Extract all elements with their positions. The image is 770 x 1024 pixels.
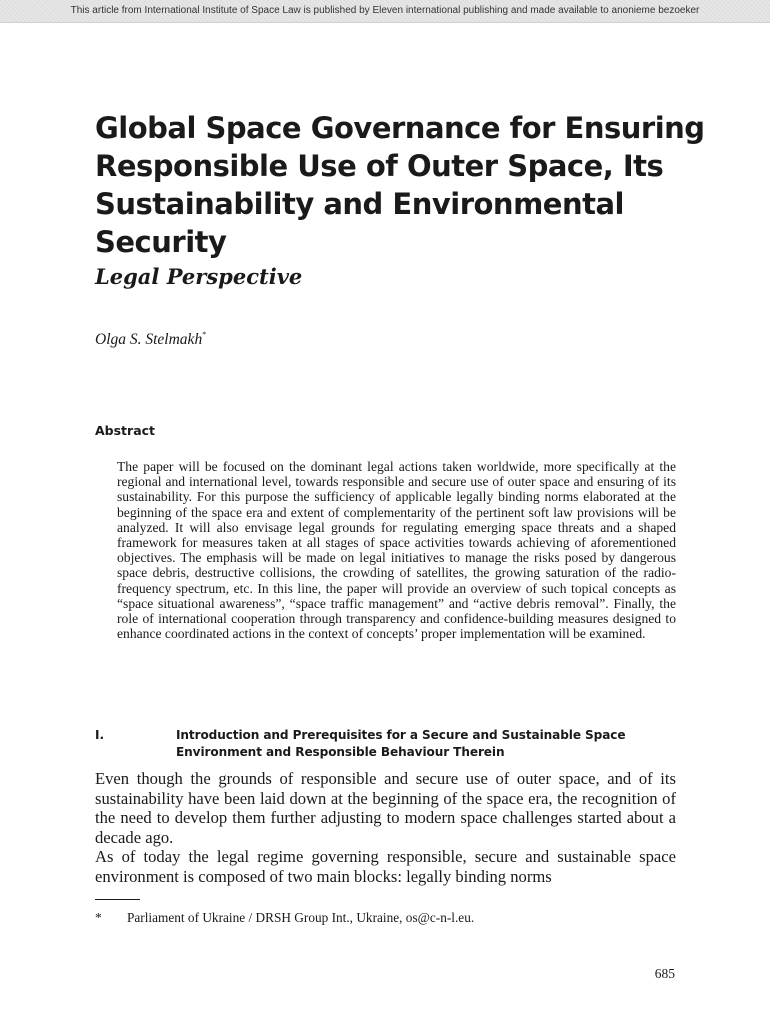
article-title: Global Space Governance for Ensuring Responsible Use of Outer Space, Its Sustainability and Environmental Security [95, 111, 705, 259]
section-number: I. [95, 728, 105, 742]
abstract-body: The paper will be focused on the dominant legal actions taken worldwide, more specifically at the regional and international level, towards responsible and secure use of outer space and ensuring of its sustainability. For this purpose the sufficiency of applicable legally binding norms elaborated at the beginning of the space era and extent of complementarity of the pertinent soft law provisions will be analyzed. It will also envisage legal grounds for regulating emerging space threats and a shaped framework for measures taken at all stages of space activities towards achieving of aforementioned objectives. The emphasis will be made on legal initiatives to manage the risks posed by dangerous space debris, destructive collisions, the crowding of satellites, the growing saturation of the radio-frequency spectrum, etc. In this line, the paper will provide an overview of such topical concepts as “space situational awareness”, “space traffic management” and “active debris removal”. Finally, the role of international cooperation through transparency and confidence-building measures designed to enhance coordinated actions in the context of concepts’ proper implementation will be examined. [117, 459, 676, 642]
section-title: Introduction and Prerequisites for a Secure and Sustainable Space Environment and Responsible Behaviour Therein [176, 728, 626, 759]
body-paragraph: Even though the grounds of responsible and secure use of outer space, and of its sustainability have been laid down at the beginning of the space era, the recognition of the need to develop them further adjusting to modern space challenges started about a decade ago. [95, 769, 676, 847]
author-footnote-mark: * [202, 330, 207, 339]
page-number: 685 [654, 966, 675, 981]
footnote-divider [95, 899, 140, 900]
author-line [95, 330, 206, 349]
author-name: Olga S. Stelmakh [95, 331, 203, 348]
access-banner [0, 0, 770, 23]
footnote-text: Parliament of Ukraine / DRSH Group Int., Ukraine, os@c-n-l.eu. [127, 910, 475, 925]
abstract-heading: Abstract [95, 423, 156, 438]
footnote-mark: * [95, 910, 102, 925]
access-banner-text: This article from International Institute of Space Law is published by Eleven international publishing and made available to anonieme bezoeker [70, 5, 700, 16]
body-paragraph: As of today the legal regime governing responsible, secure and sustainable space environment is composed of two main blocks: legally binding norms [95, 847, 676, 886]
article-subtitle: Legal Perspective [95, 264, 303, 289]
body-text [95, 769, 676, 887]
